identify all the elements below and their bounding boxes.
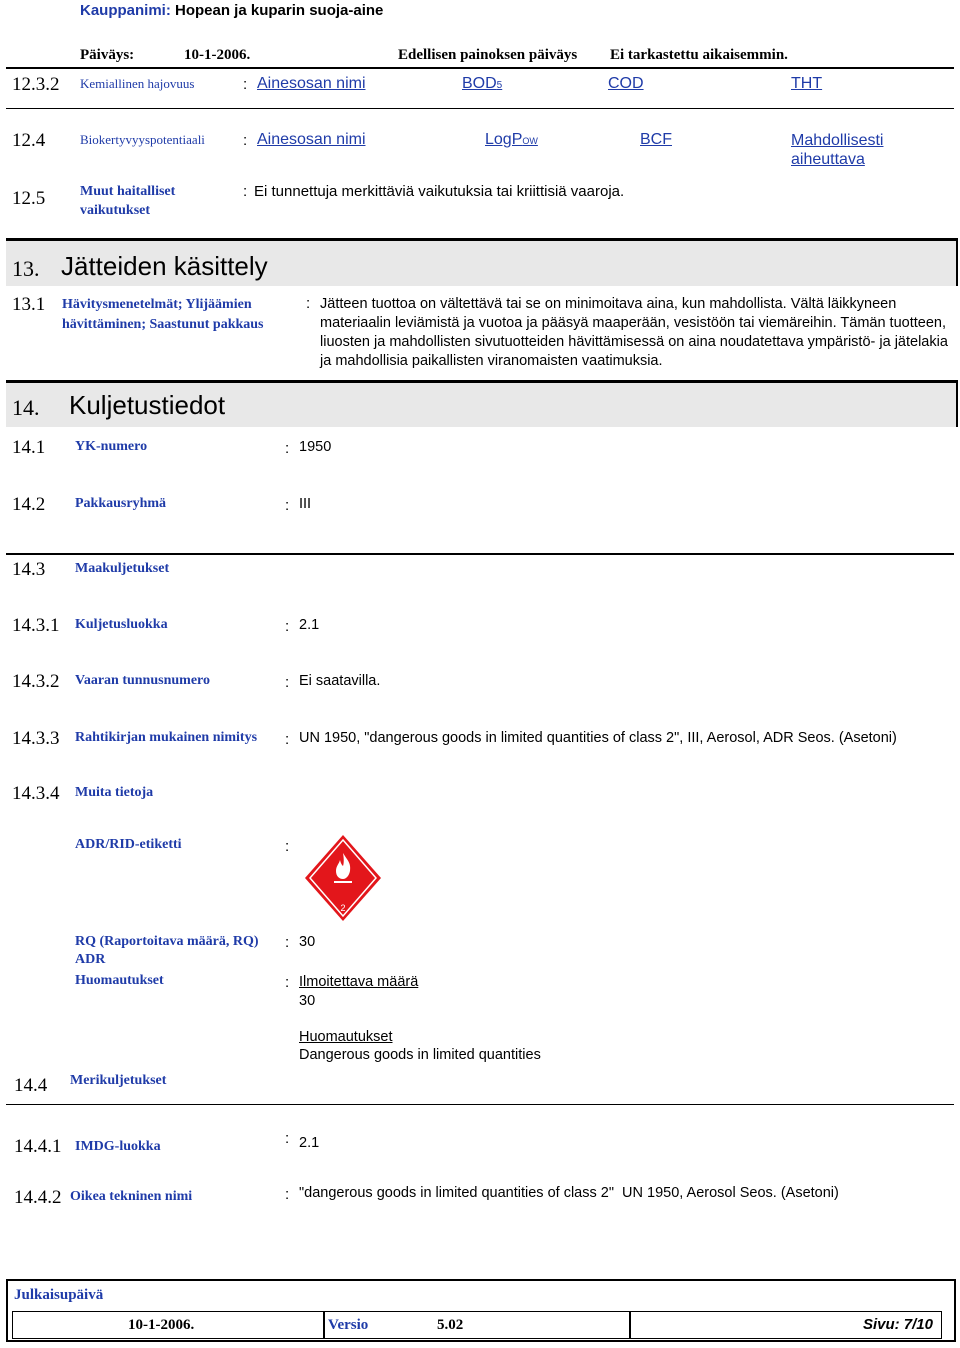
previous-edition-value: Ei tarkastettu aikaisemmin. (610, 47, 788, 63)
section-14-3-2-value: Ei saatavilla. (299, 673, 381, 689)
notes-label: Huomautukset (75, 973, 164, 988)
row-divider (6, 1104, 954, 1105)
section-14-3-label: Maakuljetukset (75, 561, 170, 576)
section-14-title: Kuljetustiedot (69, 390, 226, 420)
section-14-4-1-label: IMDG-luokka (75, 1139, 161, 1154)
footer (6, 1279, 956, 1342)
section-14-4-2-number: 14.4.2 (14, 1187, 62, 1208)
publication-date-cell (12, 1311, 324, 1339)
previous-edition-label: Edellisen painoksen päiväys (398, 47, 578, 63)
section-14-4-2-label: Oikea tekninen nimi (70, 1189, 193, 1204)
section-14-3-1-label: Kuljetusluokka (75, 617, 168, 632)
section-13-number: 13. (12, 256, 40, 281)
col-logpow-main: LogP (485, 131, 523, 148)
section-14-1-label: YK-numero (75, 439, 148, 454)
col-bcf: BCF (640, 131, 672, 148)
section-14-3-3-label: Rahtikirjan mukainen nimitys (75, 730, 258, 745)
col-ainesosan-nimi-2: Ainesosan nimi (257, 131, 366, 148)
section-12-3-2-colon: : (243, 76, 248, 93)
header-divider (6, 67, 954, 69)
version-value: 5.02 (437, 1317, 464, 1333)
section-12-5-colon: : (243, 183, 248, 200)
section-14-3-1-value: 2.1 (299, 617, 320, 633)
section-14-3-4-label: Muita tietoja (75, 785, 154, 800)
section-12-5-label: Muut haitalliset vaikutukset (80, 184, 176, 218)
reportable-quantity-heading: Ilmoitettava määrä (299, 974, 419, 990)
date-value: 10-1-2006. (184, 47, 251, 63)
section-14-2-number: 14.2 (12, 494, 46, 515)
rq-value: 30 (299, 934, 316, 950)
section-13-1-label: Hävitysmenetelmät; Ylijäämien hävittäminen; Saastunut pakkaus (62, 297, 264, 332)
col-logpow-sub: OW (522, 136, 538, 146)
section-14-2-label: Pakkausryhmä (75, 496, 167, 511)
section-13-1-number: 13.1 (12, 294, 46, 315)
version-label: Versio (328, 1317, 369, 1333)
section-14-3-number: 14.3 (12, 559, 46, 580)
section-13-1-colon: : (306, 295, 311, 312)
section-12-3-2-number: 12.3.2 (12, 74, 60, 95)
section-14-2-value: III (299, 496, 312, 512)
row-divider (6, 108, 954, 109)
section-14-3-3-value: UN 1950, "dangerous goods in limited quantities of class 2", III, Aerosol, ADR Seos. (Asetoni) (299, 730, 897, 746)
section-13-title: Jätteiden käsittely (61, 251, 268, 281)
col-bod (462, 75, 502, 93)
section-14-4-1-colon: : (285, 1130, 290, 1147)
col-logpow (485, 131, 538, 149)
publication-date-label: Julkaisupäivä (14, 1287, 104, 1303)
notes-value: Dangerous goods in limited quantities (299, 1047, 541, 1063)
section-14-3-1-number: 14.3.1 (12, 615, 60, 636)
section-14-4-1-value: 2.1 (299, 1135, 320, 1151)
tradename-value: Hopean ja kuparin suoja-aine (175, 2, 384, 19)
section-14-3-2-colon: : (285, 674, 290, 691)
flammable-gas-hazard-icon (303, 833, 383, 923)
date-label: Päiväys: (80, 47, 135, 63)
section-13-header (6, 238, 958, 286)
section-12-4-number: 12.4 (12, 130, 46, 151)
col-ainesosan-nimi: Ainesosan nimi (257, 75, 366, 92)
section-14-header (6, 380, 958, 427)
section-14-1-value: 1950 (299, 439, 332, 455)
section-14-3-2-label: Vaaran tunnusnumero (75, 673, 210, 688)
section-14-number: 14. (12, 395, 40, 420)
section-12-5-number: 12.5 (12, 188, 46, 209)
section-14-4-2-colon: : (285, 1186, 290, 1203)
section-14-1-number: 14.1 (12, 437, 46, 458)
col-tht: THT (791, 75, 823, 92)
section-14-3-2-number: 14.3.2 (12, 671, 60, 692)
section-14-4-label: Merikuljetukset (70, 1073, 167, 1088)
page-number: Sivu: 7/10 (862, 1316, 933, 1333)
section-14-3-1-colon: : (285, 618, 290, 635)
section-14-3-3-number: 14.3.3 (12, 728, 60, 749)
section-14-3-4-number: 14.3.4 (12, 783, 60, 804)
tradename-label: Kauppanimi: (80, 2, 171, 19)
reportable-quantity-value: 30 (299, 993, 316, 1009)
hazard-class-number: 2 (340, 903, 346, 913)
notes-heading: Huomautukset (299, 1029, 393, 1045)
section-14-4-2-value: "dangerous goods in limited quantities of class 2" UN 1950, Aerosol Seos. (Asetoni) (299, 1185, 839, 1201)
publication-date-value: 10-1-2006. (128, 1317, 195, 1333)
adr-rid-colon: : (285, 838, 290, 855)
adr-rid-label: ADR/RID-etiketti (75, 837, 182, 852)
section-12-4-label: Biokertyvyyspotentiaali (80, 132, 205, 147)
section-12-4-colon: : (243, 132, 248, 149)
rq-label: RQ (Raportoitava määrä, RQ) ADR (75, 934, 259, 967)
section-12-5-text: Ei tunnettuja merkittäviä vaikutuksia tai kriittisiä vaaroja. (254, 183, 625, 200)
col-bod-main: BOD (462, 75, 497, 92)
section-14-4-number: 14.4 (14, 1075, 48, 1096)
col-cod: COD (608, 75, 644, 92)
section-14-1-colon: : (285, 440, 290, 457)
row-divider (6, 553, 954, 555)
section-13-1-text: Jätteen tuottoa on vältettävä tai se on minimoitava aina, kun mahdollista. Vältä läikkyneen materiaalin leviämistä ja vuotoa ja pääsyä maaperään, vesistöön tai viemäreihin. Tämän tuotteen, liuosten ja mahdollisten sivutuotteiden hävittämisessä on aina noudatettava ympäristö- ja jätelakia ja mahdollisia paikallisten viranomaisten vaatimuksia. (320, 296, 948, 369)
section-14-4-1-number: 14.4.1 (14, 1136, 62, 1157)
version-cell (324, 1311, 630, 1339)
notes-colon: : (285, 974, 290, 991)
col-bod-sub: 5 (496, 80, 503, 91)
page-cell (630, 1311, 942, 1339)
rq-colon: : (285, 934, 290, 951)
section-14-2-colon: : (285, 497, 290, 514)
col-mahdollisesti-aiheuttava: Mahdollisesti aiheuttava (791, 132, 884, 168)
section-12-3-2-label: Kemiallinen hajovuus (80, 76, 195, 91)
section-14-3-3-colon: : (285, 731, 290, 748)
